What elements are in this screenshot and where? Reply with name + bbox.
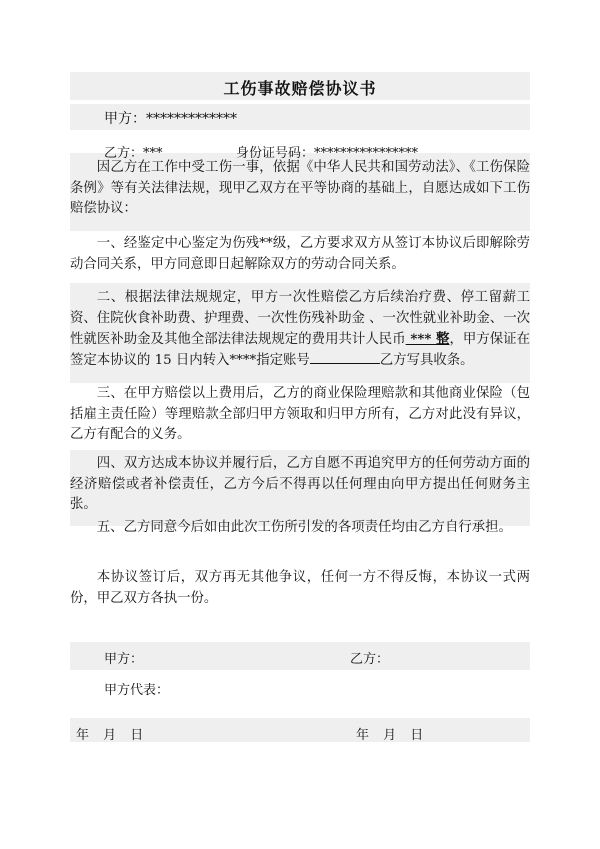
party-a-line: 甲方：************* xyxy=(104,111,237,127)
clause-2-text: 二、根据法律法规规定，甲方一次性赔偿乙方后续治疗费、停工留薪工资、住院伙食补助费、护理费、一次性伤残补助金 、一次性就业补助金、一次性就医补助金及其他全部法律法规规定的费用共计人民币 xyxy=(70,290,530,347)
paragraph-intro: 因乙方在工作中受工伤一事，依据《中华人民共和国劳动法》、《工伤保险条例》等有关法律法规，现甲乙双方在平等协商的基础上，自愿达成如下工伤赔偿协议： xyxy=(70,160,530,216)
document-title: 工伤事故赔偿协议书 xyxy=(223,79,377,98)
paragraph-closing: 本协议签订后，双方再无其他争议，任何一方不得反悔，本协议一式两份，甲乙双方各执一份。 xyxy=(70,570,530,606)
clause-2-transfer-text: ，甲方保证在签定本协议的 15 日内转入****指定账号 xyxy=(70,332,530,368)
clause-2-receipt-text: 乙方写具收条。 xyxy=(379,352,474,368)
paragraph-clause-4: 四、双方达成本协议并履行后，乙方自愿不再追究甲方的任何劳动方面的经济赔偿或者补偿责任，乙方今后不得再以任何理由向甲方提出任何财务主张。 xyxy=(70,456,530,512)
account-number-blank xyxy=(310,352,380,364)
id-number-line: 身份证号码：**************** xyxy=(236,146,419,161)
paragraph-clause-5: 五、乙方同意今后如由此次工伤所引发的各项责任均由乙方自行承担。 xyxy=(96,520,512,535)
signature-party-b: 乙方： xyxy=(350,652,390,667)
paragraph-clause-1: 一、经鉴定中心鉴定为伤残**级，乙方要求双方从签订本协议后即解除劳动合同关系，甲方同意即日起解除双方的劳动合同关系。 xyxy=(70,236,530,272)
compensation-amount: *** 整 xyxy=(405,331,450,347)
signature-representative: 甲方代表： xyxy=(104,683,170,698)
party-b-line: 乙方：*** xyxy=(104,146,163,161)
date-party-a: 年 月 日 xyxy=(76,728,144,743)
paragraph-clause-3: 三、在甲方赔偿以上费用后，乙方的商业保险理赔款和其他商业保险（包括雇主责任险）等理赔款全部归甲方领取和归甲方所有，乙方对此没有异议，乙方有配合的义务。 xyxy=(70,386,530,442)
paragraph-clause-2 xyxy=(70,288,530,371)
signature-party-a: 甲方： xyxy=(104,652,144,667)
date-party-b: 年 月 日 xyxy=(356,728,424,743)
